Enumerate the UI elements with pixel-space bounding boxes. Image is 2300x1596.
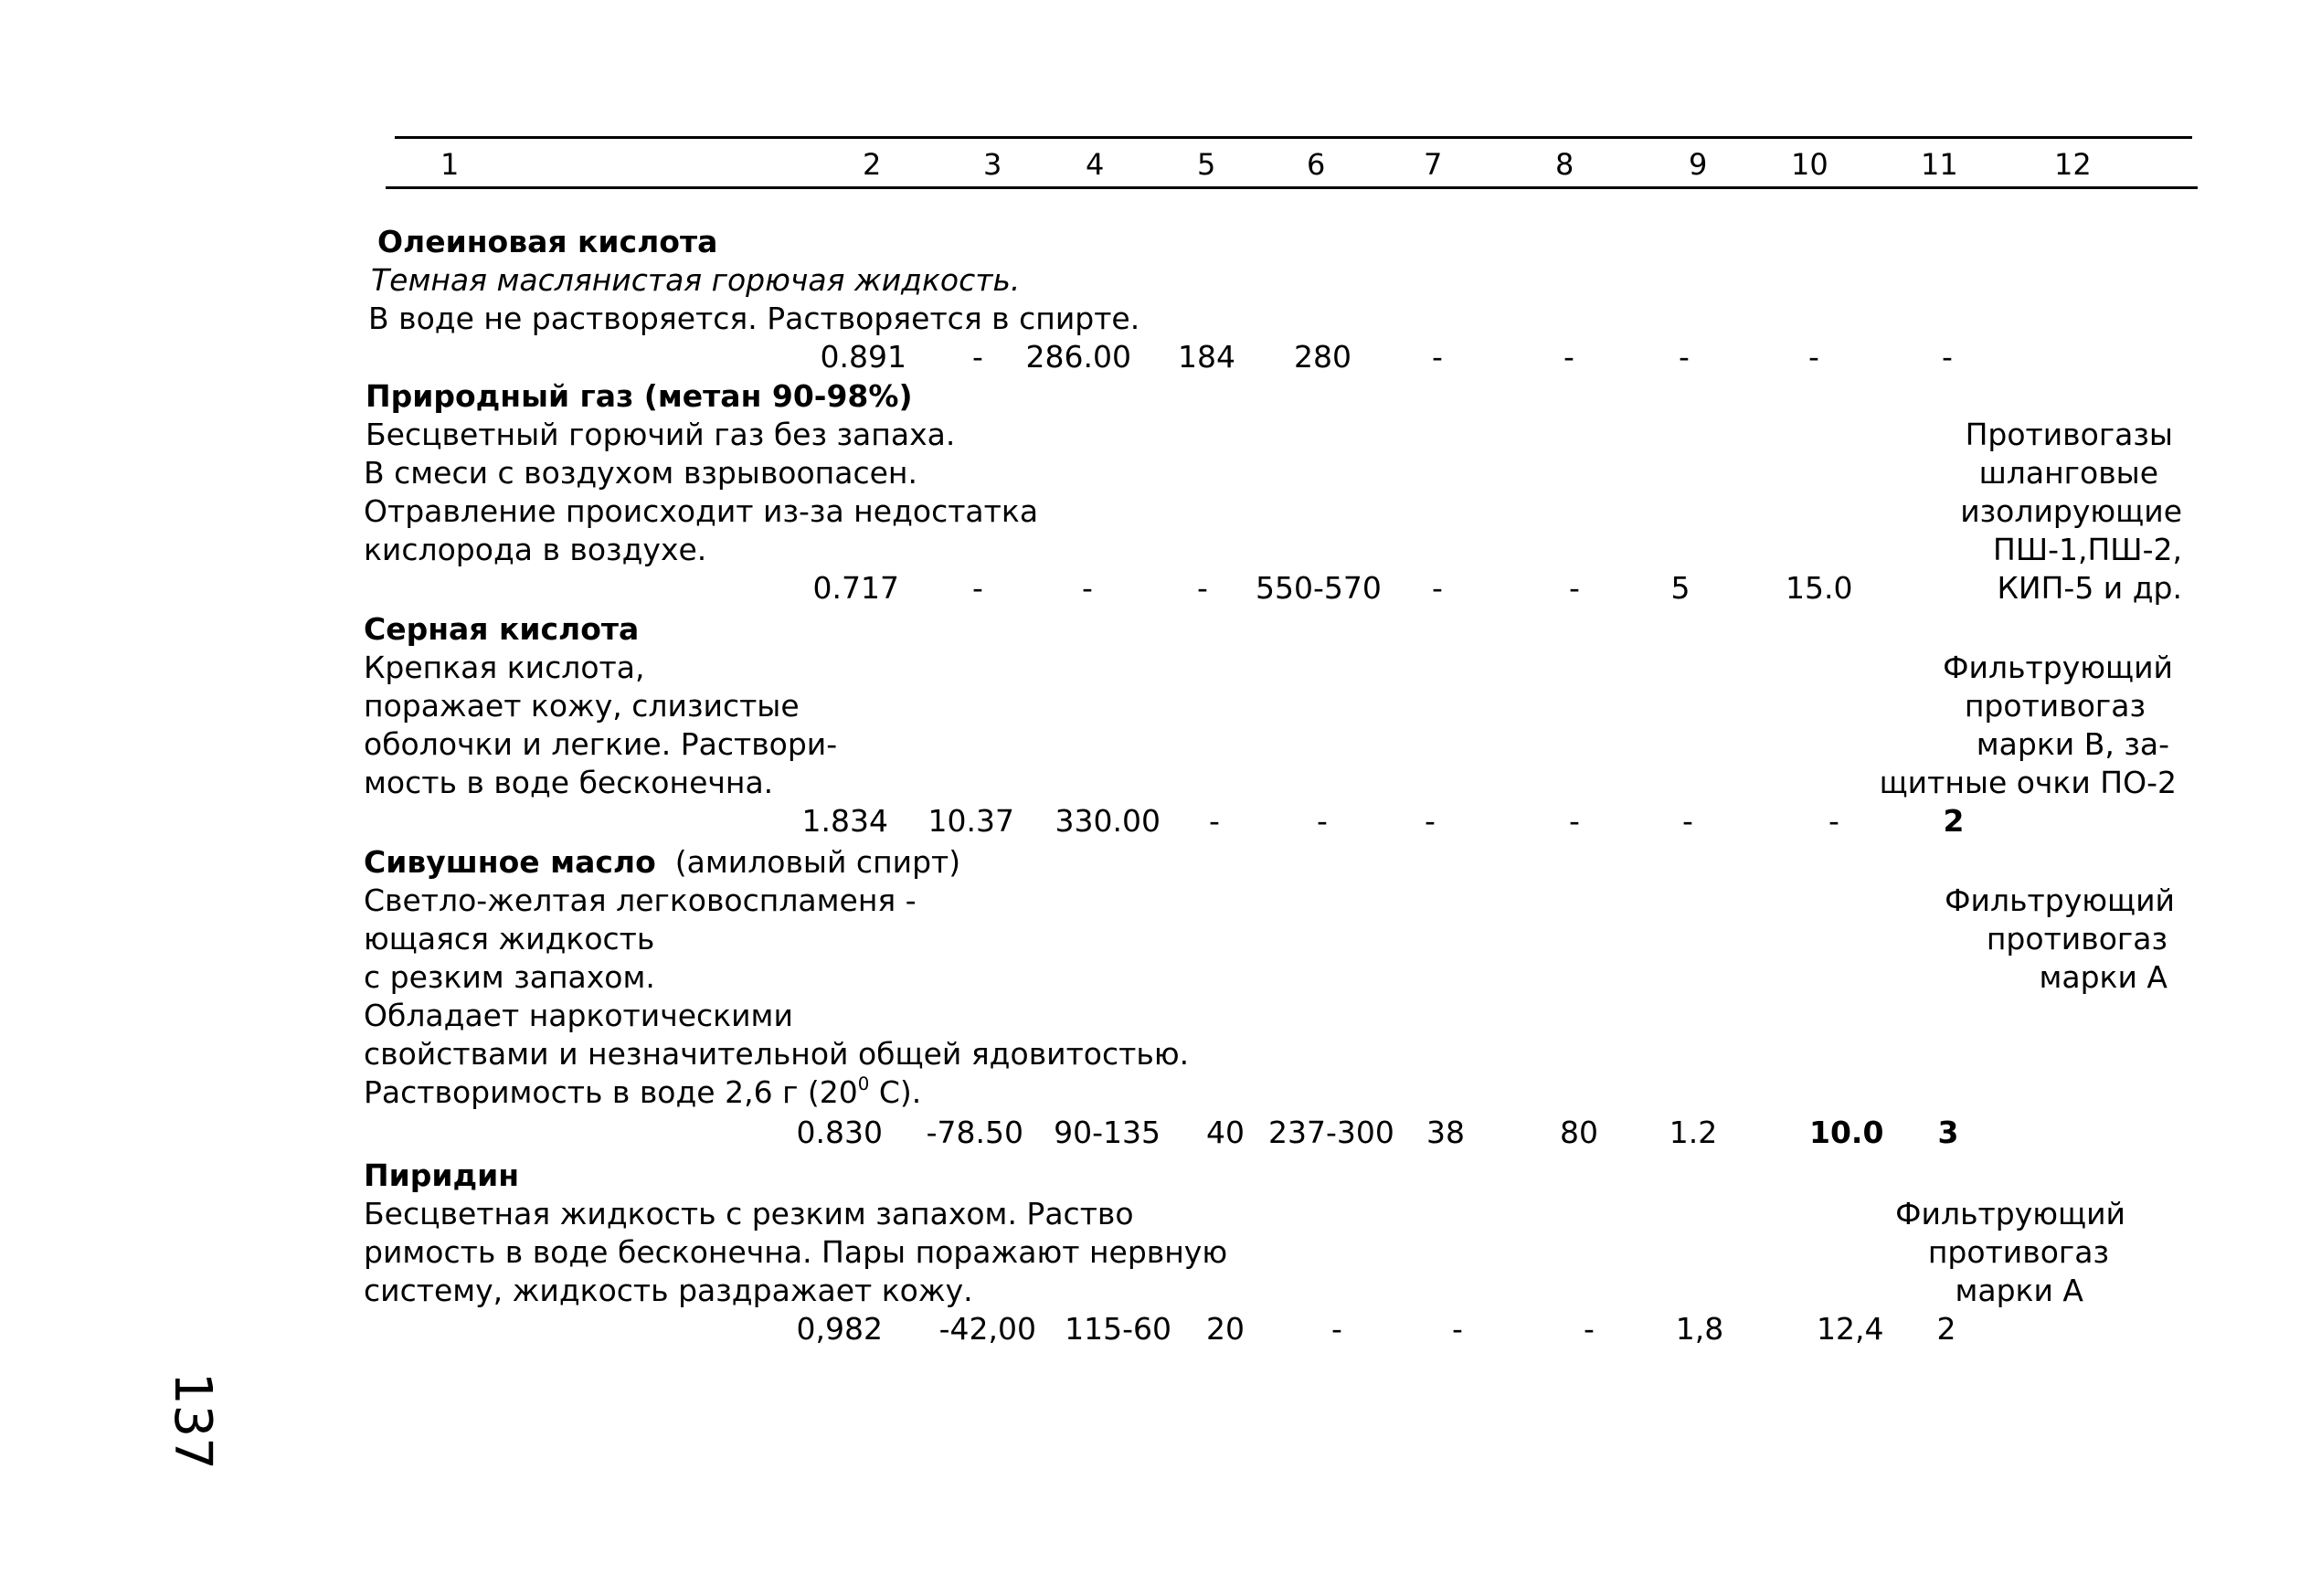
column-number: 3 xyxy=(983,147,1002,182)
protection-line: КИП-5 и др. xyxy=(1997,570,2182,606)
protection-line: марки А xyxy=(1955,1273,2083,1308)
protection-line: изолирующие xyxy=(1960,493,2182,529)
value-col7: - xyxy=(1452,1311,1463,1347)
entry-description-line: с резким запахом. xyxy=(364,959,655,995)
value-col11: 2 xyxy=(1943,803,1965,839)
entry-name: Серная кислота xyxy=(364,611,640,647)
protection-line: Фильтрующий xyxy=(1945,883,2175,918)
value-col11: - xyxy=(1942,339,1953,375)
value-col8: - xyxy=(1584,1311,1595,1347)
value-col8: 80 xyxy=(1560,1115,1598,1150)
entry-name-extra: (амиловый спирт) xyxy=(674,844,961,880)
protection-line: Противогазы xyxy=(1965,417,2173,452)
value-boiling-point: 90-135 xyxy=(1054,1115,1161,1150)
column-number: 7 xyxy=(1424,147,1443,182)
value-flash-point: 20 xyxy=(1206,1311,1245,1347)
value-col11: 3 xyxy=(1937,1115,1959,1150)
column-number: 2 xyxy=(863,147,882,182)
protection-line: противогаз xyxy=(1964,688,2146,724)
value-melting-point: - xyxy=(972,570,983,606)
entry-description-line: Отравление происходит из-за недостатка xyxy=(364,493,1039,529)
protection-line: противогаз xyxy=(1927,1234,2109,1270)
column-number: 5 xyxy=(1197,147,1216,182)
protection-line: марки А xyxy=(2039,959,2168,995)
protection-line: Фильтрующий xyxy=(1943,650,2173,685)
entry-name: Олеиновая кислота xyxy=(377,224,718,259)
entry-description-line: поражает кожу, слизистые xyxy=(364,688,800,724)
value-col10: 10.0 xyxy=(1809,1115,1884,1150)
value-autoignition: 280 xyxy=(1294,339,1351,375)
column-number: 12 xyxy=(2054,147,2092,182)
value-col8: - xyxy=(1563,339,1574,375)
protection-line: шланговые xyxy=(1978,455,2158,491)
entry-description-line: римость в воде бесконечна. Пары поражают нервную xyxy=(364,1234,1228,1270)
value-density: 0.717 xyxy=(812,570,899,606)
value-melting-point: 10.37 xyxy=(927,803,1014,839)
value-autoignition: 237-300 xyxy=(1268,1115,1394,1150)
value-col9: - xyxy=(1682,803,1693,839)
value-melting-point: -42,00 xyxy=(938,1311,1036,1347)
value-density: 0.891 xyxy=(820,339,906,375)
protection-line: противогаз xyxy=(1986,921,2168,957)
value-flash-point: 40 xyxy=(1206,1115,1245,1150)
value-boiling-point: - xyxy=(1082,570,1093,606)
degree-sup: 0 xyxy=(857,1073,870,1095)
entry-description-line: свойствами и незначительной общей ядовитостью. xyxy=(364,1036,1190,1072)
value-melting-point: -78.50 xyxy=(926,1115,1023,1150)
value-col11: 2 xyxy=(1936,1311,1956,1347)
value-col10: 12,4 xyxy=(1817,1311,1884,1347)
value-flash-point: - xyxy=(1209,803,1220,839)
value-col9: 1,8 xyxy=(1675,1311,1724,1347)
column-number: 11 xyxy=(1921,147,1958,182)
value-flash-point: 184 xyxy=(1178,339,1235,375)
protection-line: щитные очки ПО-2 xyxy=(1879,765,2177,800)
value-col9: 5 xyxy=(1670,570,1691,606)
entry-name: Сивушное масло xyxy=(364,844,656,880)
entry-description-line: кислорода в воздухе. xyxy=(364,532,707,567)
value-col8: - xyxy=(1569,803,1580,839)
entry-description-line: мость в воде бесконечна. xyxy=(364,765,774,800)
value-col9: - xyxy=(1679,339,1690,375)
entry-name: Пиридин xyxy=(364,1157,520,1193)
value-autoignition: - xyxy=(1317,803,1328,839)
page-number: 137 xyxy=(163,1372,222,1470)
value-boiling-point: 330.00 xyxy=(1055,803,1161,839)
entry-description-line: Обладает наркотическими xyxy=(364,998,793,1033)
value-col7: - xyxy=(1425,803,1436,839)
value-autoignition: 550-570 xyxy=(1256,570,1382,606)
entry-description-line: систему, жидкость раздражает кожу. xyxy=(364,1273,973,1308)
column-number: 6 xyxy=(1307,147,1326,182)
value-boiling-point: 115-60 xyxy=(1065,1311,1171,1347)
value-boiling-point: 286.00 xyxy=(1025,339,1131,375)
entry-description-line: Темная маслянистая горючая жидкость. xyxy=(371,262,1021,298)
value-col8: - xyxy=(1569,570,1580,606)
value-density: 0,982 xyxy=(796,1311,883,1347)
entry-name: Природный газ (метан 90-98%) xyxy=(366,378,913,414)
entry-description-line: ющаяся жидкость xyxy=(364,921,655,957)
value-density: 0.830 xyxy=(796,1115,883,1150)
column-number: 9 xyxy=(1689,147,1708,182)
protection-line: ПШ-1,ПШ-2, xyxy=(1993,532,2182,567)
column-number: 1 xyxy=(440,147,460,182)
value-density: 1.834 xyxy=(801,803,888,839)
entry-description-line: Крепкая кислота, xyxy=(364,650,645,685)
value-col7: - xyxy=(1432,339,1443,375)
value-autoignition: - xyxy=(1331,1311,1342,1347)
column-number: 4 xyxy=(1086,147,1105,182)
entry-description-line: В воде не растворяется. Растворяется в спирте. xyxy=(368,301,1140,336)
value-col9: 1.2 xyxy=(1669,1115,1718,1150)
value-col10: - xyxy=(1808,339,1819,375)
entry-description-line xyxy=(364,1073,921,1112)
entry-description-line: Бесцветный горючий газ без запаха. xyxy=(366,417,956,452)
column-number: 8 xyxy=(1555,147,1574,182)
value-col7: 38 xyxy=(1426,1115,1465,1150)
entry-name-line xyxy=(364,843,960,882)
value-flash-point: - xyxy=(1197,570,1208,606)
protection-line: Фильтрующий xyxy=(1895,1196,2125,1231)
entry-description-line: Бесцветная жидкость с резким запахом. Раство xyxy=(364,1196,1134,1231)
value-col7: - xyxy=(1432,570,1443,606)
header-bottom-rule xyxy=(386,186,2198,189)
entry-description-line: В смеси с воздухом взрывоопасен. xyxy=(364,455,917,491)
protection-line: марки В, за- xyxy=(1976,726,2169,762)
header-top-rule xyxy=(395,136,2192,139)
solubility-text: Растворимость в воде 2,6 г (20 xyxy=(364,1074,858,1110)
column-number: 10 xyxy=(1791,147,1828,182)
solubility-unit: С). xyxy=(869,1074,922,1110)
value-col10: 15.0 xyxy=(1786,570,1853,606)
entry-description-line: Светло-желтая легковоспламеня - xyxy=(364,883,917,918)
entry-description-line: оболочки и легкие. Раствори- xyxy=(364,726,838,762)
value-col10: - xyxy=(1828,803,1839,839)
value-melting-point: - xyxy=(972,339,983,375)
